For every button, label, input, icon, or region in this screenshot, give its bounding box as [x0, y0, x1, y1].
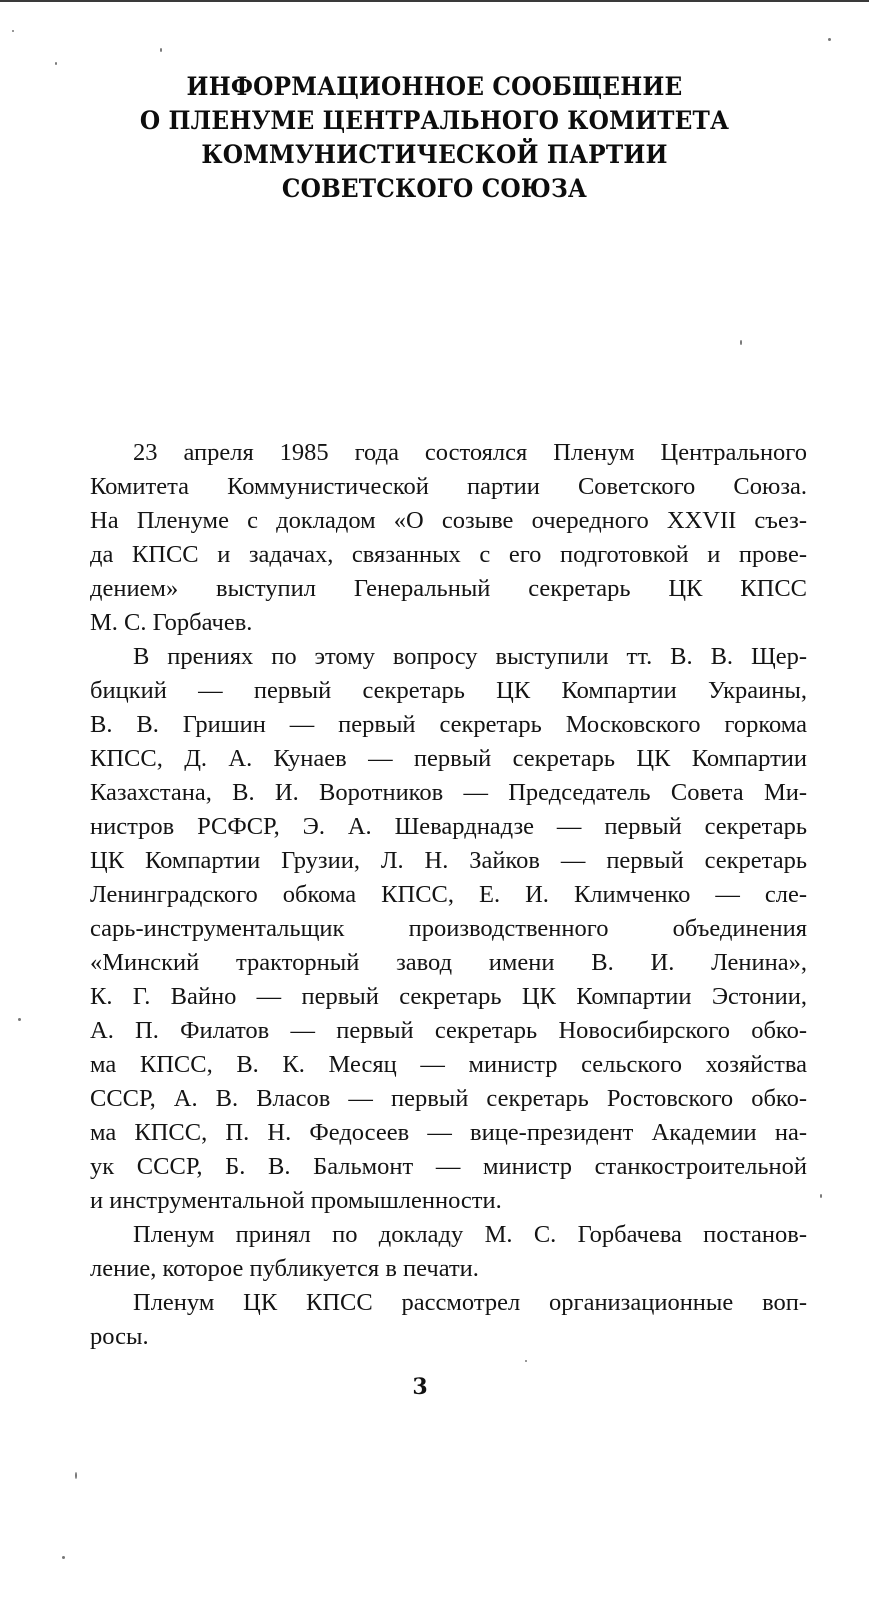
scan-speck	[62, 1556, 65, 1559]
text-line: 23 апреля 1985 года состоялся Пленум Центрального	[133, 439, 807, 466]
scan-speck	[820, 1194, 822, 1198]
text-line: ление, которое публикуется в печати.	[90, 1255, 479, 1282]
text-line: и инструментальной промышленности.	[90, 1187, 502, 1214]
text-line: дением» выступил Генеральный секретарь ЦК КПСС	[90, 575, 807, 602]
text-line: Пленум ЦК КПСС рассмотрел организационные воп-	[133, 1289, 807, 1316]
text-line: КПСС, Д. А. Кунаев — первый секретарь ЦК Компартии	[90, 745, 807, 772]
scan-speck	[12, 30, 14, 32]
page-number: 3	[412, 1374, 428, 1400]
paragraph-resolution	[47, 1218, 807, 1286]
scan-speck	[740, 340, 742, 345]
text-line: сарь-инструментальщик производственного объединения	[90, 915, 807, 942]
title-line-4: СОВЕТСКОГО СОЮЗА	[281, 174, 588, 203]
scan-speck	[160, 48, 162, 52]
paragraph-organizational	[47, 1286, 807, 1354]
text-line: бицкий — первый секретарь ЦК Компартии Украины,	[90, 677, 807, 704]
text-line: На Пленуме с докладом «О созыве очередного XXVII съез-	[90, 507, 807, 534]
text-line: Казахстана, В. И. Воротников — Председатель Совета Ми-	[90, 779, 807, 806]
page-top-edge	[0, 0, 869, 2]
text-line: ук СССР, Б. В. Бальмонт — министр станкостроительной	[90, 1153, 807, 1180]
text-line: Пленум принял по докладу М. С. Горбачева постанов-	[133, 1221, 807, 1248]
text-line: да КПСС и задачах, связанных с его подготовкой и прове-	[90, 541, 807, 568]
text-line: «Минский тракторный завод имени В. И. Ленина»,	[90, 949, 807, 976]
scan-speck	[55, 62, 57, 65]
text-line: К. Г. Вайно — первый секретарь ЦК Компартии Эстонии,	[90, 983, 807, 1010]
text-line: В. В. Гришин — первый секретарь Московского горкома	[90, 711, 807, 738]
title-line-2: О ПЛЕНУМЕ ЦЕНТРАЛЬНОГО КОМИТЕТА	[139, 106, 730, 135]
document-title	[0, 70, 869, 206]
text-line: ма КПСС, П. Н. Федосеев — вице-президент Академии на-	[90, 1119, 807, 1146]
paragraph-debate-speakers	[47, 640, 807, 1218]
text-line: Ленинградского обкома КПСС, Е. И. Климченко — сле-	[90, 881, 807, 908]
text-line: М. С. Горбачев.	[90, 609, 253, 636]
text-line: нистров РСФСР, Э. А. Шеварднадзе — первый секретарь	[90, 813, 807, 840]
text-line: ЦК Компартии Грузии, Л. Н. Зайков — первый секретарь	[90, 847, 807, 874]
scan-speck	[525, 1360, 527, 1362]
text-line: СССР, А. В. Власов — первый секретарь Ростовского обко-	[90, 1085, 807, 1112]
title-line-3: КОММУНИСТИЧЕСКОЙ ПАРТИИ	[201, 140, 668, 169]
scan-speck	[828, 38, 831, 41]
text-line: Комитета Коммунистической партии Советского Союза.	[90, 473, 807, 500]
text-line: А. П. Филатов — первый секретарь Новосибирского обко-	[90, 1017, 807, 1044]
scan-speck	[75, 1472, 77, 1479]
text-line: росы.	[90, 1323, 149, 1350]
paragraph-plenum-date	[47, 436, 807, 640]
text-line: В прениях по этому вопросу выступили тт. В. В. Щер-	[133, 643, 807, 670]
text-line: ма КПСС, В. К. Месяц — министр сельского хозяйства	[90, 1051, 807, 1078]
document-body	[47, 436, 807, 1354]
title-line-1: ИНФОРМАЦИОННОЕ СООБЩЕНИЕ	[186, 72, 683, 101]
scan-speck	[18, 1018, 21, 1021]
